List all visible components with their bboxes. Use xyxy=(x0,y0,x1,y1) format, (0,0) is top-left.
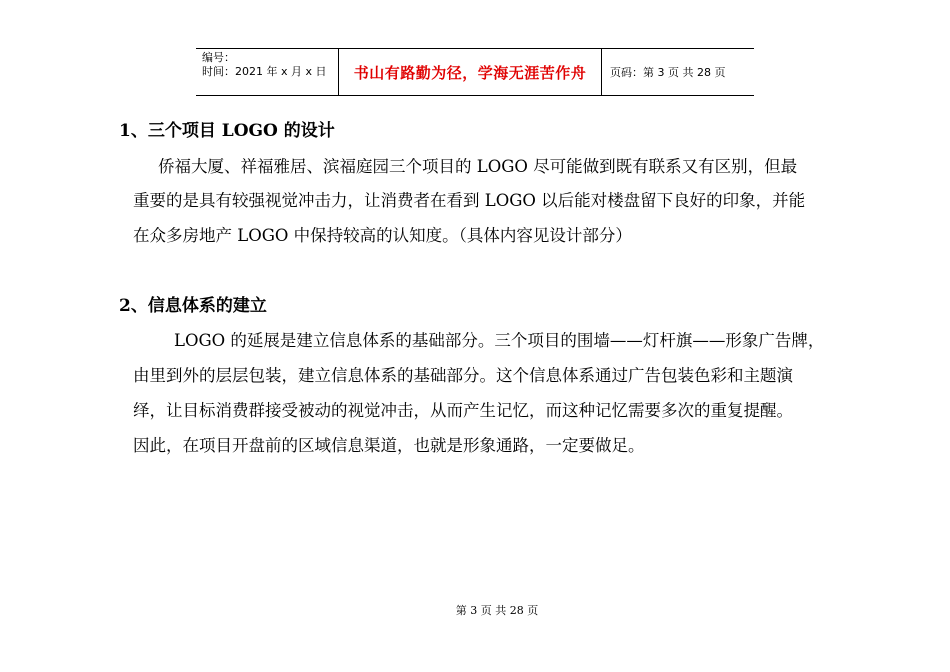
section-1-line-3: 在众多房地产 LOGO 中保持较高的认知度。（具体内容见设计部分） xyxy=(133,226,632,245)
section-2-line-4: 因此，在项目开盘前的区域信息渠道，也就是形象通路，一定要做足。 xyxy=(133,436,645,455)
section-2-heading: 2、信息体系的建立 xyxy=(119,296,267,316)
header-page-info: 页码：第 3 页 共 28 页 xyxy=(610,66,726,79)
header-page-cell xyxy=(602,49,754,95)
header-meta-cell xyxy=(196,49,339,95)
header-motto-cell xyxy=(339,49,602,95)
footer-page-number: 第 3 页 共 28 页 xyxy=(455,604,539,617)
header-table xyxy=(196,48,754,96)
section-2-line-1: LOGO 的延展是建立信息体系的基础部分。三个项目的围墙——灯杆旗——形象广告牌， xyxy=(174,331,825,350)
page-footer xyxy=(0,602,950,618)
section-2-line-3: 绎，让目标消费群接受被动的视觉冲击，从而产生记忆，而这种记忆需要多次的重复提醒。 xyxy=(133,401,793,420)
section-2-line-2: 由里到外的层层包装，建立信息体系的基础部分。这个信息体系通过广告包装色彩和主题演 xyxy=(133,366,793,385)
header-motto: 书山有路勤为径，学海无涯苦作舟 xyxy=(353,63,587,82)
section-1-line-1: 侨福大厦、祥福雅居、滨福庭园三个项目的 LOGO 尽可能做到既有联系又有区别，但最 xyxy=(158,157,798,176)
section-1-heading: 1、三个项目 LOGO 的设计 xyxy=(119,121,335,141)
document-number-label: 编号： xyxy=(202,51,235,64)
section-1-line-2: 重要的是具有较强视觉冲击力，让消费者在看到 LOGO 以后能对楼盘留下良好的印象，并能 xyxy=(133,191,806,210)
document-date-label: 时间：2021 年 x 月 x 日 xyxy=(202,65,327,78)
